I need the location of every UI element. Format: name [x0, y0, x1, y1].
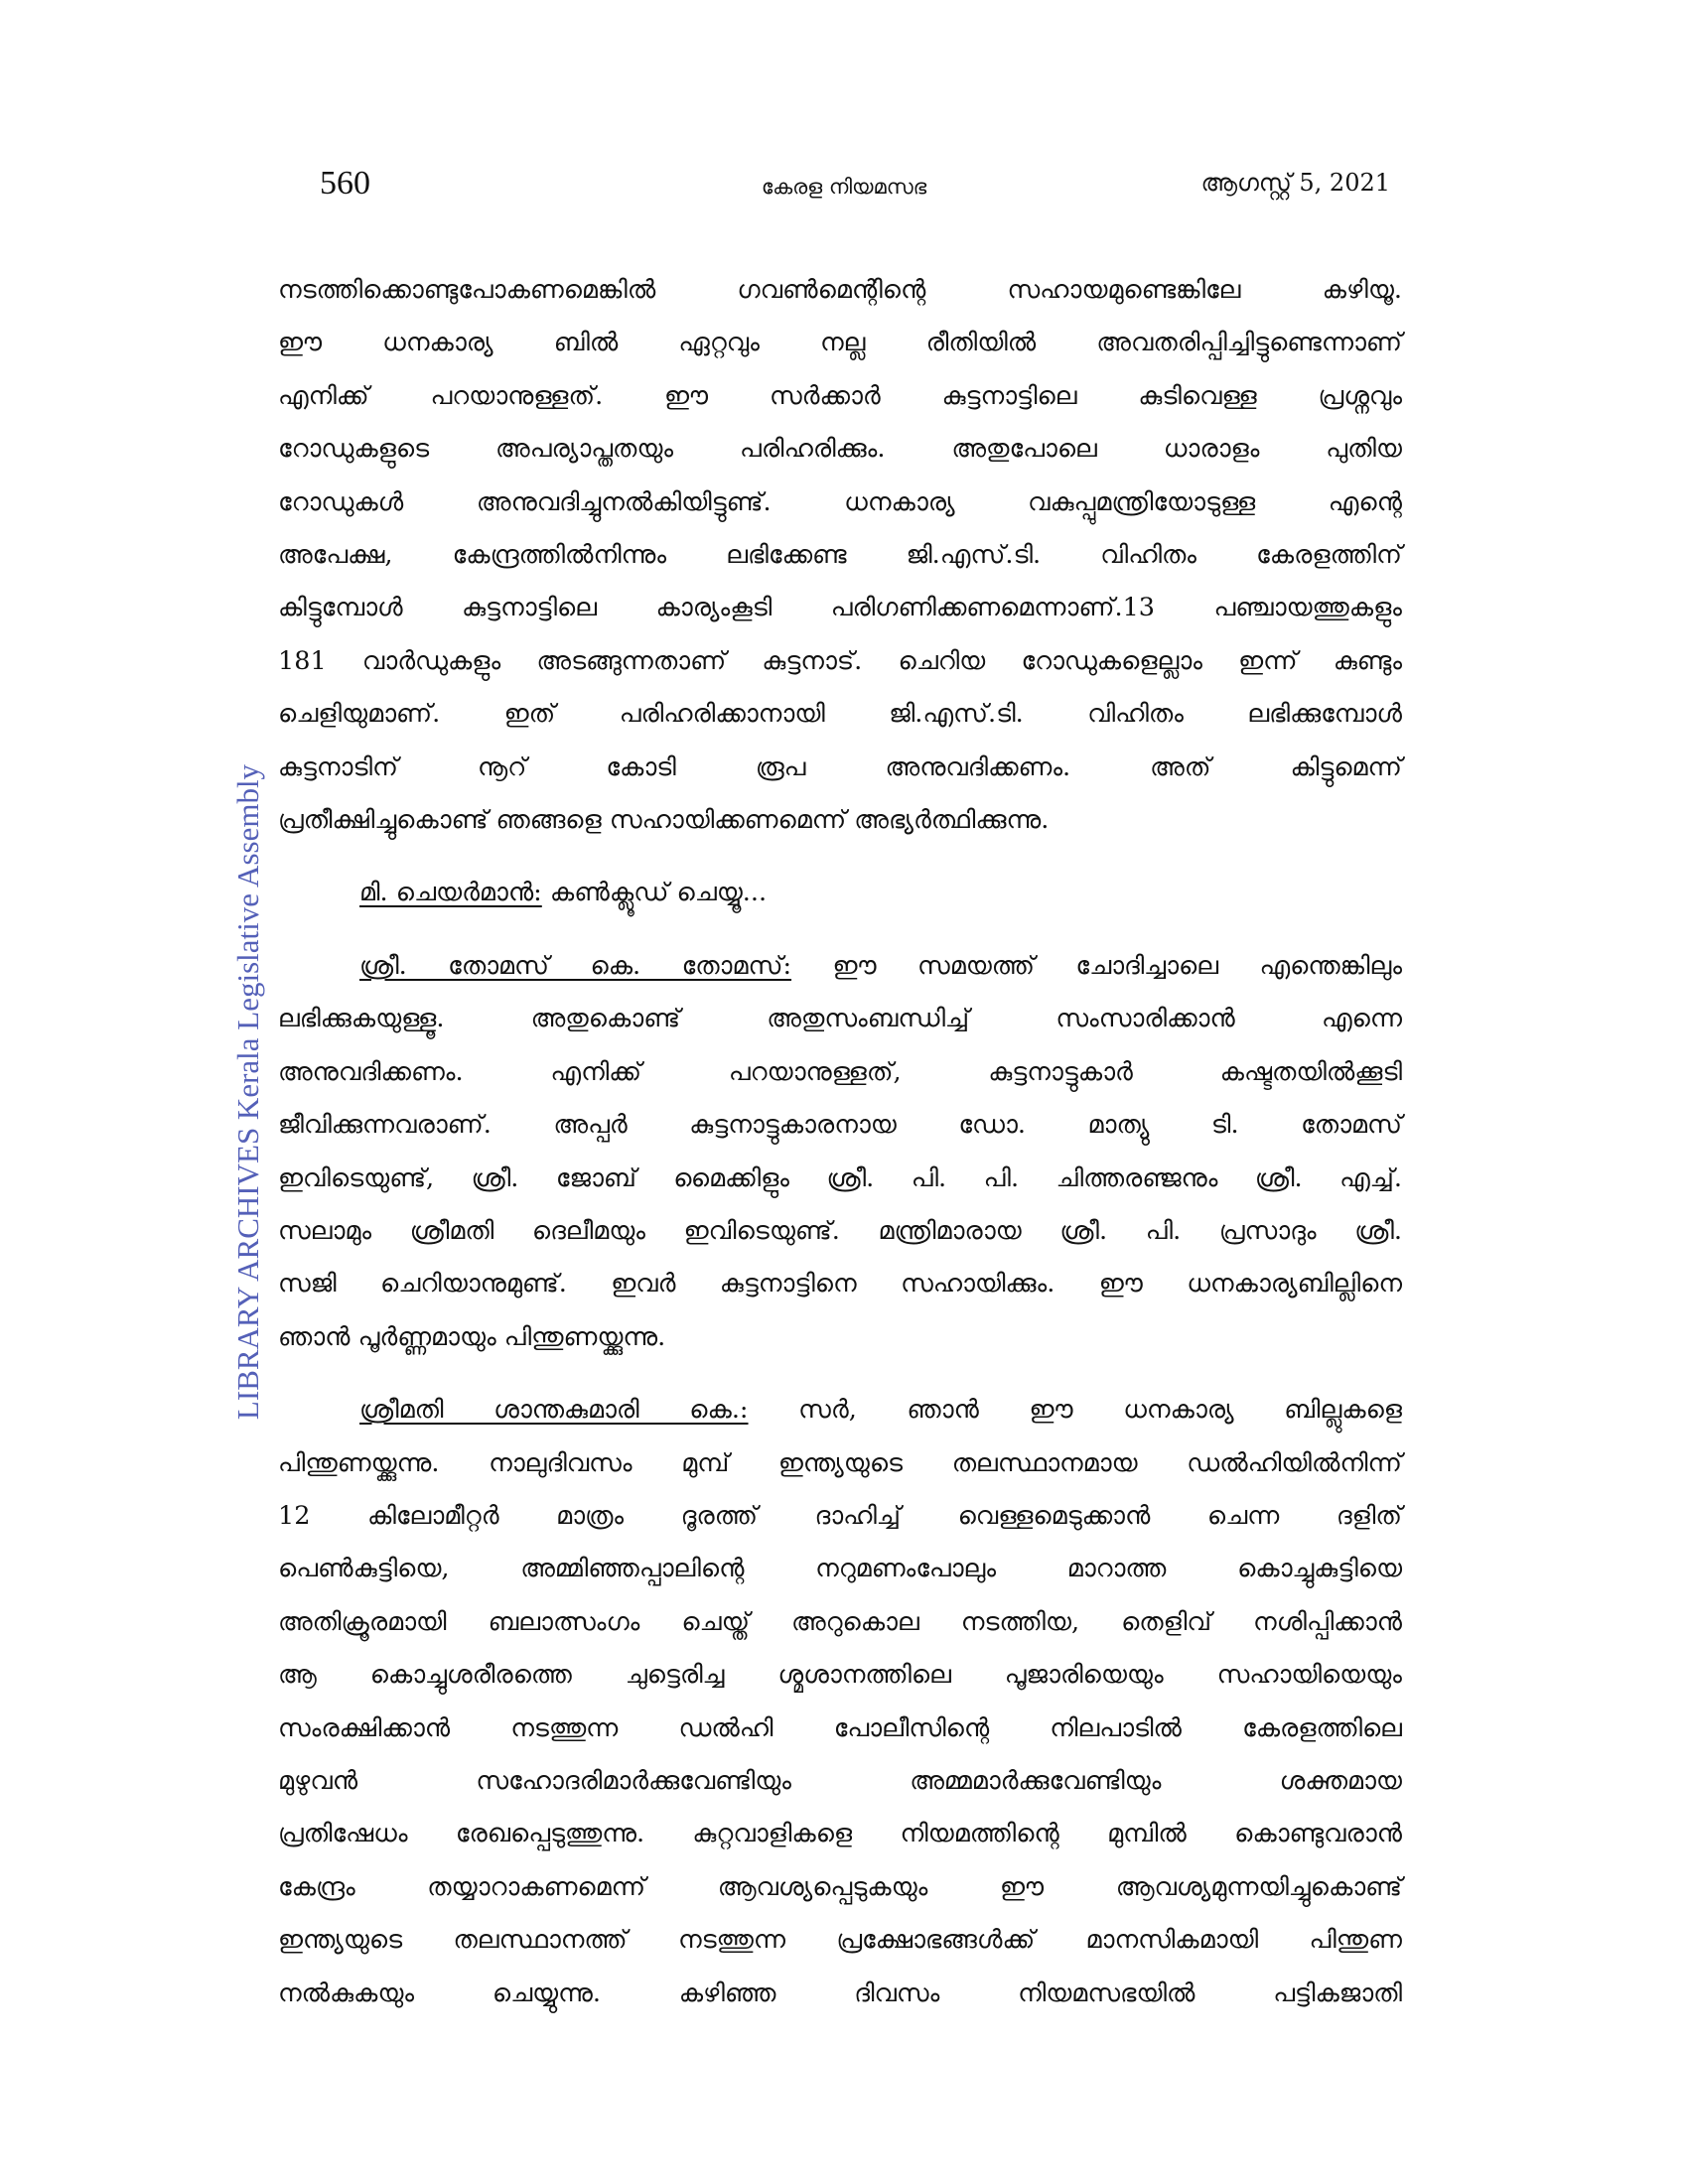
text-line: കിട്ടുമ്പോൾ കുട്ടനാട്ടിലെ കാര്യംകൂടി പരിഗണിക്കണമെന്നാണ്.13 പഞ്ചായത്തുകളും — [278, 593, 1402, 623]
speech-text: സർ, ഞാൻ ഈ ധനകാര്യ ബില്ലുകളെ — [748, 1395, 1402, 1426]
assembly-name: കേരള നിയമസഭ — [761, 175, 927, 199]
paragraph-santhakumari — [278, 1384, 1402, 2020]
text-line: ഈ ധനകാര്യ ബിൽ ഏറ്റവും നല്ല രീതിയിൽ അവതരിപ്പിച്ചിട്ടുണ്ടെന്നാണ് — [278, 328, 1402, 358]
text-line: ഇവിടെയുണ്ട്, ശ്രീ. ജോബ് മൈക്കിളും ശ്രീ. പി. പി. ചിത്തരഞ്ജനും ശ്രീ. എച്ച്. — [278, 1162, 1402, 1193]
text-line: എനിക്ക് പറയാനുള്ളത്. ഈ സർക്കാർ കുട്ടനാട്ടിലെ കുടിവെള്ള പ്രശ്നവും — [278, 380, 1402, 411]
text-line: മുഴുവൻ സഹോദരിമാർക്കുവേണ്ടിയും അമ്മമാർക്കുവേണ്ടിയും ശക്തമായ — [278, 1765, 1402, 1796]
text-line: സജി ചെറിയാനുമുണ്ട്. ഇവർ കുട്ടനാട്ടിനെ സഹായിക്കും. ഈ ധനകാര്യബില്ലിനെ — [278, 1269, 1402, 1299]
text-line: പ്രതിഷേധം രേഖപ്പെടുത്തുന്നു. കുറ്റവാളികളെ നിയമത്തിന്റെ മുമ്പിൽ കൊണ്ടുവരാൻ — [278, 1819, 1402, 1849]
text-line: സലാമും ശ്രീമതി ദെലീമയും ഇവിടെയുണ്ട്. മന്ത്രിമാരായ ശ്രീ. പി. പ്രസാദും ശ്രീ. — [278, 1215, 1402, 1246]
text-line: കേന്ദ്രം തയ്യാറാകണമെന്ന് ആവശ്യപ്പെടുകയും ഈ ആവശ്യമുന്നയിച്ചുകൊണ്ട് — [278, 1871, 1402, 1902]
text-line: നടത്തിക്കൊണ്ടുപോകണമെങ്കിൽ ഗവൺമെന്റിന്റെ സഹായമുണ്ടെങ്കിലേ കഴിയൂ. — [278, 275, 1402, 305]
text-line: ഇന്ത്യയുടെ തലസ്ഥാനത്ത് നടത്തുന്ന പ്രക്ഷോഭങ്ങൾക്ക് മാനസികമായി പിന്തുണ — [278, 1925, 1402, 1956]
text-line — [278, 940, 1402, 993]
text-line: കുട്ടനാടിന് നൂറ് കോടി രൂപ അനുവദിക്കണം. അത് കിട്ടുമെന്ന് — [278, 751, 1402, 782]
text-line: അതിക്രൂരമായി ബലാത്സംഗം ചെയ്ത് അറുകൊല നടത്തിയ, തെളിവ് നശിപ്പിക്കാൻ — [278, 1606, 1402, 1637]
text-line: നൽകുകയും ചെയ്യുന്നു. കഴിഞ്ഞ ദിവസം നിയമസഭയിൽ പട്ടികജാതി — [278, 1978, 1402, 2008]
text-line: പ്രതീക്ഷിച്ചുകൊണ്ട് ഞങ്ങളെ സഹായിക്കണമെന്ന് അഭ്യർത്ഥിക്കുന്നു. — [278, 805, 1050, 836]
session-date: ആഗസ്റ്റ് 5, 2021 — [1200, 169, 1390, 197]
speaker-name: മി. ചെയർമാൻ: — [359, 878, 542, 908]
speech-text: കൺക്ലൂഡ് ചെയ്യൂ... — [541, 878, 768, 908]
page-number: 560 — [320, 165, 370, 202]
speaker-name: ശ്രീമതി ശാന്തകുമാരി കെ.: — [359, 1395, 749, 1426]
text-line: റോഡുകളുടെ അപര്യാപ്തതയും പരിഹരിക്കും. അതുപോലെ ധാരാളം പുതിയ — [278, 434, 1402, 465]
text-line: ആ കൊച്ചുശരീരത്തെ ചുട്ടെരിച്ച ശ്മശാനത്തിലെ പൂജാരിയെയും സഹായിയെയും — [278, 1660, 1402, 1691]
text-line: അനുവദിക്കണം. എനിക്ക് പറയാനുള്ളത്, കുട്ടനാട്ടുകാർ കഷ്ടതയിൽക്കൂടി — [278, 1056, 1402, 1087]
text-line: ജീവിക്കുന്നവരാണ്. അപ്പർ കുട്ടനാട്ടുകാരനായ ഡോ. മാത്യു ടി. തോമസ് — [278, 1110, 1402, 1141]
text-line — [278, 1384, 1402, 1436]
paragraph-continuation — [278, 264, 1402, 847]
paragraph-thomas — [278, 940, 1402, 1364]
text-line: പെൺകുട്ടിയെ, അമ്മിഞ്ഞപ്പാലിന്റെ നറുമണംപോലും മാറാത്ത കൊച്ചുകുട്ടിയെ — [278, 1554, 1402, 1584]
text-line — [278, 867, 1402, 919]
speaker-name: ശ്രീ. തോമസ് കെ. തോമസ്: — [359, 950, 792, 981]
text-line: അപേക്ഷ, കേന്ദ്രത്തിൽനിന്നും ലഭിക്കേണ്ട ജി.എസ്.ടി. വിഹിതം കേരളത്തിന് — [278, 540, 1402, 571]
speech-text: ഈ സമയത്ത് ചോദിച്ചാലെ എന്തെങ്കിലും — [791, 950, 1403, 981]
text-line: ലഭിക്കുകയുള്ളൂ. അതുകൊണ്ട് അതുസംബന്ധിച്ച് സംസാരിക്കാൻ എന്നെ — [278, 1004, 1402, 1034]
text-line: സംരക്ഷിക്കാൻ നടത്തുന്ന ഡൽഹി പോലീസിന്റെ നിലപാടിൽ കേരളത്തിലെ — [278, 1712, 1402, 1743]
page-header — [0, 165, 1688, 205]
text-line: 181 വാർഡുകളും അടങ്ങുന്നതാണ് കുട്ടനാട്. ചെറിയ റോഡുകളെല്ലാം ഇന്ന് കുണ്ടും — [278, 645, 1402, 676]
proceedings-body — [278, 264, 1402, 2020]
text-line: ചെളിയുമാണ്. ഇത് പരിഹരിക്കാനായി ജി.എസ്.ടി. വിഹിതം ലഭിക്കുമ്പോൾ — [278, 699, 1402, 730]
text-line: പിന്തുണയ്ക്കുന്നു. നാലുദിവസം മുമ്പ് ഇന്ത്യയുടെ തലസ്ഥാനമായ ഡൽഹിയിൽനിന്ന് — [278, 1447, 1402, 1478]
text-line: 12 കിലോമീറ്റർ മാത്രം ദൂരത്ത് ദാഹിച്ച് വെള്ളമെടുക്കാൻ ചെന്ന ദളിത് — [278, 1500, 1402, 1531]
archive-watermark: LIBRARY ARCHIVES Kerala Legislative Assembly — [230, 763, 265, 1421]
paragraph-chairman — [278, 867, 1402, 919]
text-line: റോഡുകൾ അനുവദിച്ചുനൽകിയിട്ടുണ്ട്. ധനകാര്യ വകുപ്പുമന്ത്രിയോടുള്ള എന്റെ — [278, 486, 1402, 517]
text-line: ഞാൻ പൂർണ്ണമായും പിന്തുണയ്ക്കുന്നു. — [278, 1321, 666, 1352]
